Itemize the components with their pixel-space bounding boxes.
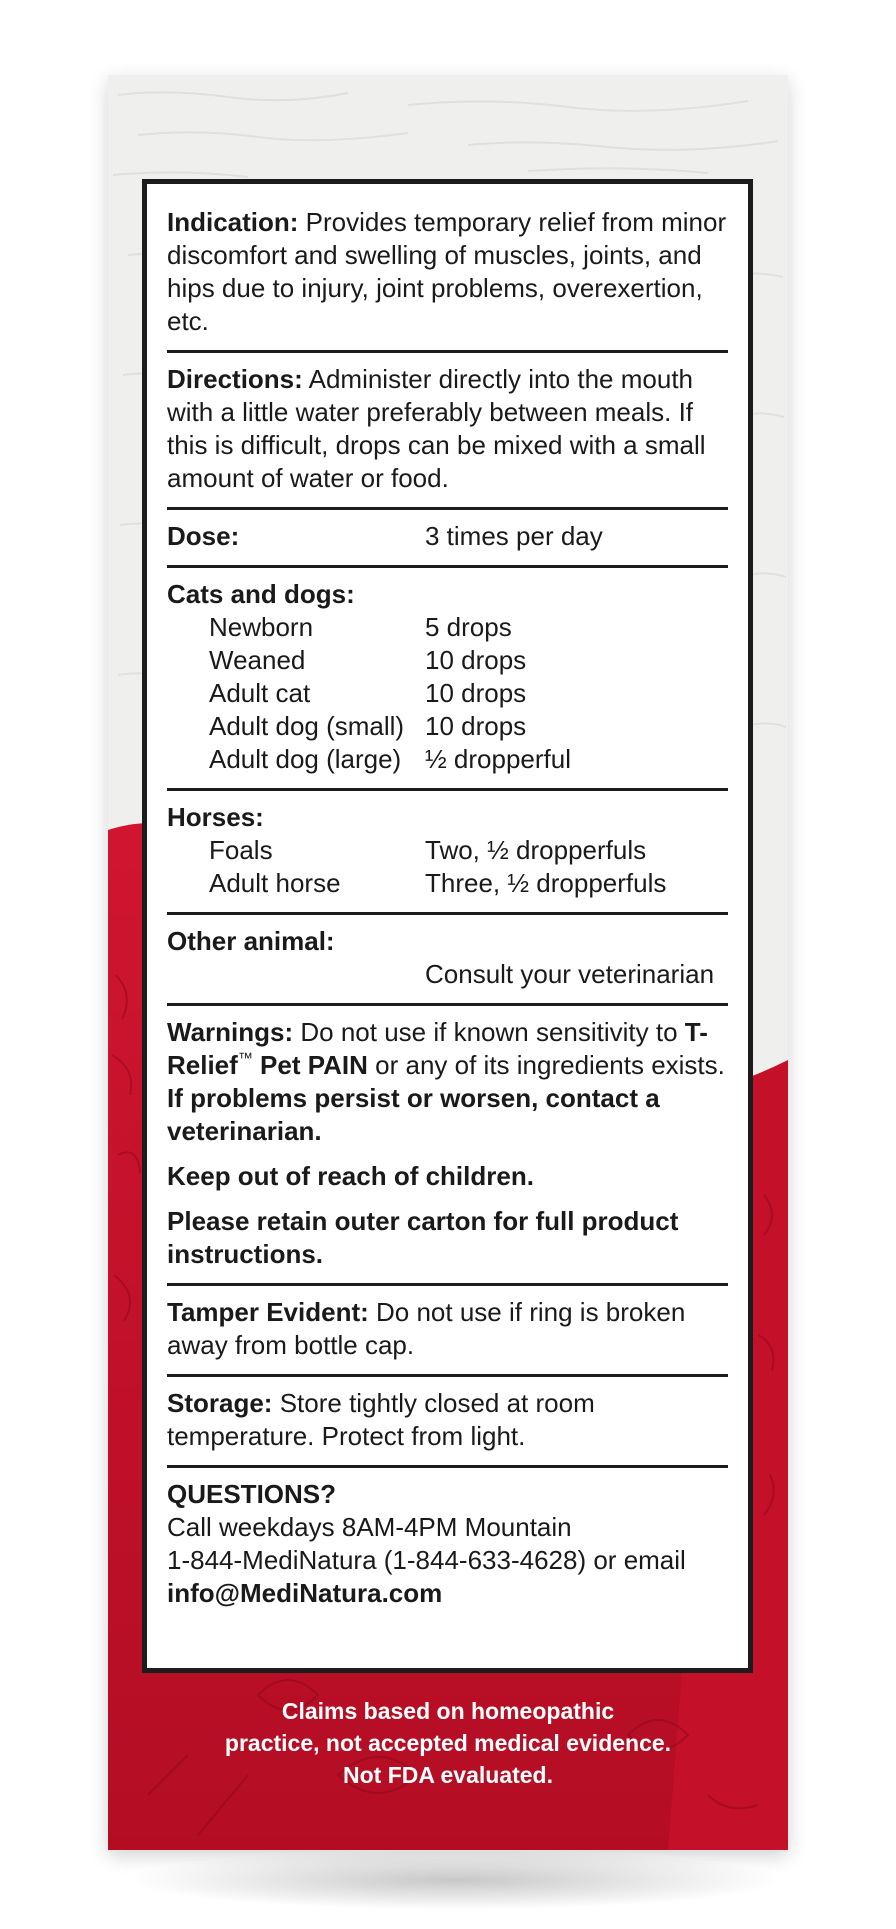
warnings-label: Warnings: (167, 1017, 294, 1047)
disclaimer-line: practice, not accepted medical evidence. (224, 1730, 672, 1756)
other-animal-value: Consult your veterinarian (425, 959, 715, 989)
disclaimer-line: Not FDA evaluated. (342, 1762, 553, 1788)
directions-label: Directions: (167, 364, 303, 394)
horses-section (167, 791, 728, 915)
questions-label: QUESTIONS? (167, 1479, 337, 1509)
warnings-text: Warnings: Do not use if known sensitivity to T-Relief™ Pet PAIN or any of its ingredients exists. If problems persist or worsen, contact a veterinarian. (167, 1017, 725, 1146)
storage-label: Storage: (167, 1388, 273, 1418)
cats-dogs-section (167, 568, 728, 791)
dose-row: Adult cat 10 drops (209, 678, 527, 708)
product-carton-side (108, 75, 788, 1850)
storage-text: Store tightly closed at room temperature. Protect from light. (167, 1388, 595, 1451)
other-animal-section (167, 915, 728, 1006)
carton-shadow (125, 1850, 785, 1910)
dose-section (167, 510, 728, 568)
tamper-text: Do not use if ring is broken away from bottle cap. (167, 1297, 686, 1360)
dose-row: Weaned 10 drops (209, 645, 527, 675)
dose-row: Foals Two, ½ dropperfuls (209, 835, 647, 865)
dose-label: Dose: (167, 521, 240, 551)
dose-row: Newborn 5 drops (209, 612, 512, 642)
indication-label: Indication: (167, 207, 299, 237)
tamper-label: Tamper Evident: (167, 1297, 369, 1327)
directions-section (167, 353, 728, 510)
storage-section (167, 1377, 728, 1468)
instructions-panel (142, 179, 753, 1673)
trademark: ™ (237, 1050, 253, 1067)
other-animal-label: Other animal: (167, 926, 335, 956)
disclaimer (108, 1695, 788, 1791)
retain-carton-notice: Please retain outer carton for full product instructions. (167, 1206, 679, 1269)
contact-email: info@MediNatura.com (167, 1578, 443, 1608)
product-name: T-Relief (167, 1017, 708, 1080)
questions-hours: Call weekdays 8AM-4PM Mountain (167, 1512, 572, 1542)
keep-out-notice: Keep out of reach of children. (167, 1161, 534, 1191)
directions-text: Administer directly into the mouth with a little water preferably between meals. If this is difficult, drops can be mixed with a small amount of water or food. (167, 364, 706, 493)
horses-label: Horses: (167, 802, 264, 832)
dose-row: Adult horse Three, ½ dropperfuls (209, 868, 667, 898)
indication-text: Provides temporary relief from minor discomfort and swelling of muscles, joints, and hips due to injury, joint problems, overexertion, etc. (167, 207, 727, 336)
questions-section (167, 1468, 728, 1622)
disclaimer-line: Claims based on homeopathic (281, 1698, 615, 1724)
cats-dogs-label: Cats and dogs: (167, 579, 355, 609)
indication-section (167, 206, 728, 353)
dose-row: Adult dog (small) 10 drops (209, 711, 527, 741)
tamper-section (167, 1286, 728, 1377)
dose-value: 3 times per day (425, 521, 603, 551)
questions-phone: 1-844-MediNatura (1-844-633-4628) or email (167, 1545, 686, 1575)
warnings-section (167, 1006, 728, 1286)
dose-row: Adult dog (large) ½ dropperful (209, 744, 571, 774)
